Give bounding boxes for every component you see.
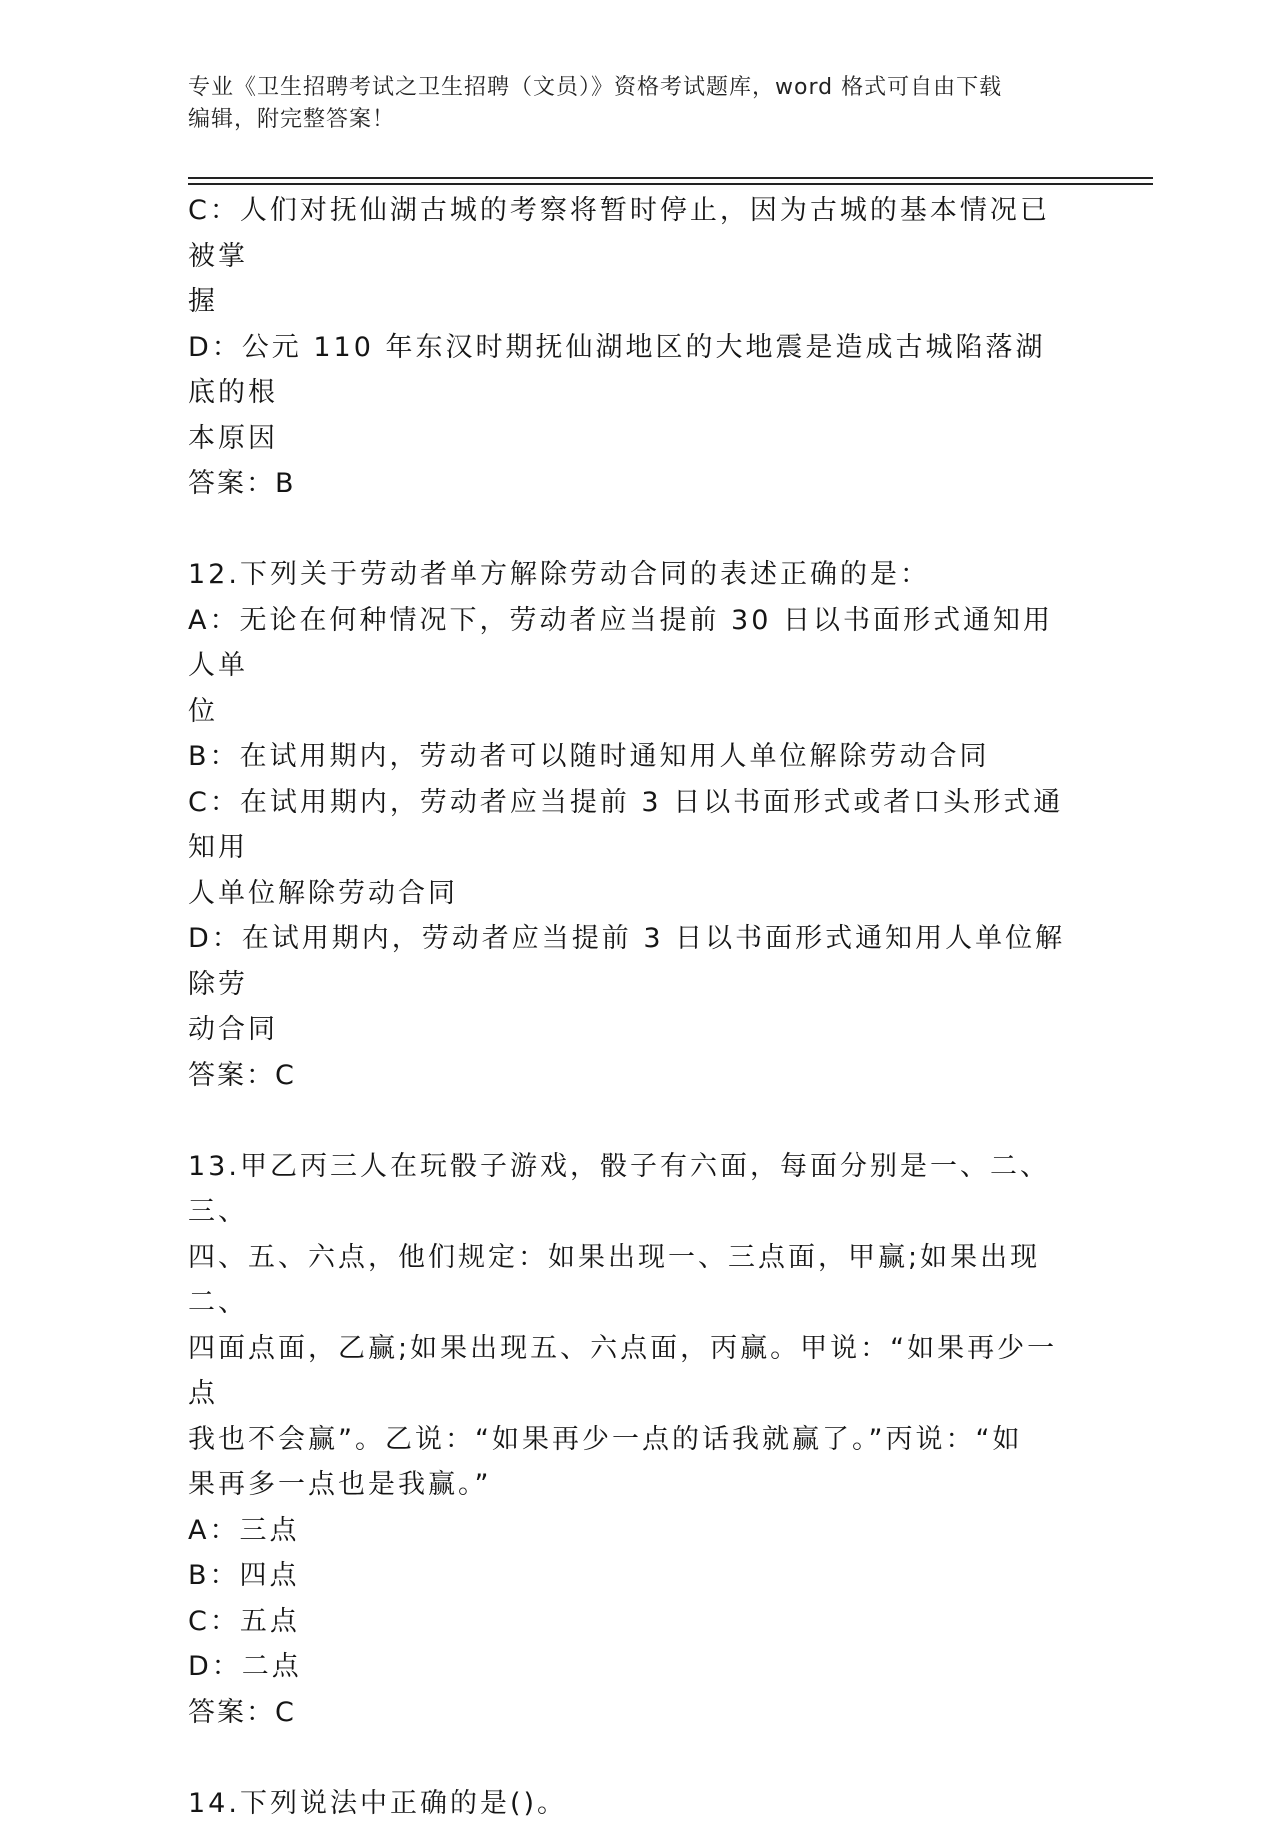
q13-option-b: B：四点 [188,1553,1068,1599]
question-13 [188,1144,1068,1736]
q11-option-c-line-2: 握 [188,279,1068,325]
q13-option-d: D：二点 [188,1644,1068,1690]
header-intro-line-1: 专业《卫生招聘考试之卫生招聘（文员）》资格考试题库，word 格式可自由下载 [188,72,1068,104]
spacer [188,1735,1068,1781]
q11-option-c-line-1: C：人们对抚仙湖古城的考察将暂时停止，因为古城的基本情况已被掌 [188,188,1068,279]
spacer [188,1098,1068,1144]
q13-stem-line-5: 果再多一点也是我赢。” [188,1462,1068,1508]
q14-stem: 14.下列说法中正确的是()。 [188,1781,1068,1826]
question-14 [188,1781,1068,1826]
question-12 [188,552,1068,1098]
q13-option-a: A：三点 [188,1508,1068,1554]
q12-option-d-line-1: D：在试用期内，劳动者应当提前 3 日以书面形式通知用人单位解除劳 [188,916,1068,1007]
document-header [188,72,1068,136]
q13-answer: 答案：C [188,1690,1068,1736]
header-divider-top [188,177,1153,179]
q12-option-c-line-2: 人单位解除劳动合同 [188,871,1068,917]
q13-stem-line-1: 13.甲乙丙三人在玩骰子游戏，骰子有六面，每面分别是一、二、三、 [188,1144,1068,1235]
q12-option-c-line-1: C：在试用期内，劳动者应当提前 3 日以书面形式或者口头形式通知用 [188,780,1068,871]
q13-stem-line-3: 四面点面，乙赢;如果出现五、六点面，丙赢。甲说：“如果再少一点 [188,1326,1068,1417]
q13-stem-line-2: 四、五、六点，他们规定：如果出现一、三点面，甲赢;如果出现二、 [188,1235,1068,1326]
document-body [188,188,1068,1826]
header-divider-bottom [188,183,1153,185]
q13-stem-line-4: 我也不会赢”。乙说：“如果再少一点的话我就赢了。”丙说：“如 [188,1417,1068,1463]
q13-option-c: C：五点 [188,1599,1068,1645]
q12-stem: 12.下列关于劳动者单方解除劳动合同的表述正确的是： [188,552,1068,598]
q11-answer: 答案：B [188,461,1068,507]
question-11-tail [188,188,1068,507]
header-intro-line-2: 编辑，附完整答案！ [188,104,1068,136]
spacer [188,507,1068,553]
q12-option-a-line-2: 位 [188,689,1068,735]
q11-option-d-line-1: D：公元 110 年东汉时期抚仙湖地区的大地震是造成古城陷落湖底的根 [188,325,1068,416]
q12-option-a-line-1: A：无论在何种情况下，劳动者应当提前 30 日以书面形式通知用人单 [188,598,1068,689]
q12-option-d-line-2: 动合同 [188,1007,1068,1053]
q12-answer: 答案：C [188,1053,1068,1099]
q11-option-d-line-2: 本原因 [188,416,1068,462]
q12-option-b: B：在试用期内，劳动者可以随时通知用人单位解除劳动合同 [188,734,1068,780]
